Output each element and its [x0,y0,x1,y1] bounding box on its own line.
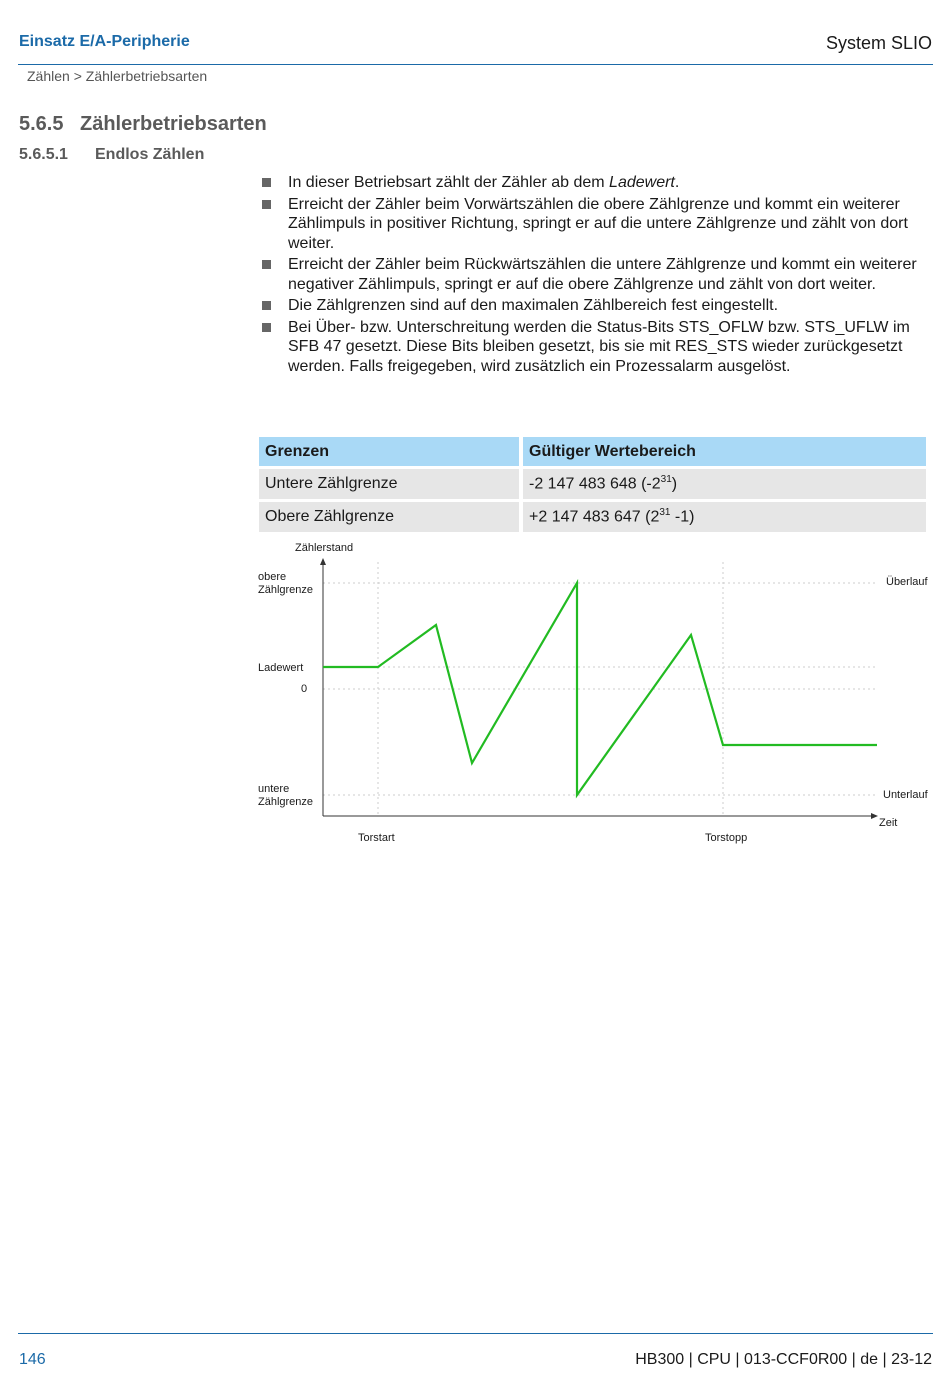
list-item-text: Die Zählgrenzen sind auf den maximalen Zählbereich fest eingestellt. [288,297,779,314]
table-cell-value [523,469,926,499]
value-exponent: 31 [659,507,671,519]
list-item [259,173,934,193]
lower-limit-label: Zählgrenze [258,796,314,808]
x-axis-arrow-icon [871,813,878,819]
value-text: -2 147 483 648 (-2 [529,475,661,493]
section-number: 5.6.5 [19,113,64,135]
list-item-text: Erreicht der Zähler beim Rückwärtszählen die untere Zählgrenze und kommt ein weiterer negativer Zählimpuls, springt er auf die obere Zählgrenze und zählt von dort weiter. [288,256,917,293]
table-cell-label: Obere Zählgrenze [259,502,519,532]
gate-stop-label: Torstopp [705,832,748,844]
list-item-text: Erreicht der Zähler beim Vorwärtszählen die obere Zählgrenze und kommt ein weiterer Zählimpuls in positiver Richtung, springt er auf die untere Zählgrenze und zählt von dort weiter. [288,195,908,252]
load-value-label: Ladewert [258,662,304,674]
list-item-emphasis: Ladewert [609,174,675,191]
footer-divider [18,1333,933,1334]
zero-label: 0 [301,683,308,695]
bullet-square-icon [262,260,271,269]
bullet-square-icon [262,178,271,187]
list-item [259,195,934,254]
table-cell-label: Untere Zählgrenze [259,469,519,499]
table-cell-value [523,502,926,532]
bullet-square-icon [262,200,271,209]
bullet-list [259,173,934,378]
lower-limit-label: untere [258,783,290,795]
document-id: HB300 | CPU | 013-CCF0R00 | de | 23-12 [635,1351,932,1368]
section-title: Zählerbetriebsarten [80,113,267,135]
subsection-title: Endlos Zählen [95,146,205,163]
list-item [259,296,934,316]
table-header-row [259,437,926,466]
list-item [259,318,934,377]
list-item-text: Bei Über- bzw. Unterschreitung werden die Status-Bits STS_OFLW bzw. STS_UFLW im SFB 47 gesetzt. Diese Bits bleiben gesetzt, bis sie mit RES_STS wieder zurückgesetzt werden. Falls freigegeben, wird zusätzlich ein Prozessalarm ausgelöst. [288,318,910,375]
table-header: Grenzen [259,437,519,466]
value-text: -1) [670,508,695,526]
subsection-heading [19,146,204,164]
table-row [259,502,926,532]
section-heading [19,113,267,136]
list-item-text: In dieser Betriebsart zählt der Zähler ab dem [288,174,610,191]
breadcrumb[interactable]: Zählen > Zählerbetriebsarten [27,68,208,84]
y-axis-label: Zählerstand [295,542,354,554]
upper-limit-label: obere [258,571,287,583]
counter-diagram [255,538,928,853]
value-text: ) [671,475,678,493]
y-axis-arrow-icon [320,558,326,565]
overflow-label: Überlauf [886,576,928,588]
table-header: Gültiger Wertebereich [523,437,926,466]
bullet-square-icon [262,301,271,310]
header-product: System SLIO [825,33,932,53]
limits-table [255,434,930,535]
bullet-square-icon [262,323,271,332]
subsection-number: 5.6.5.1 [19,146,68,163]
upper-limit-label: Zählgrenze [258,584,314,596]
value-exponent: 31 [660,474,672,486]
gate-start-label: Torstart [358,832,395,844]
list-item-text: . [674,174,680,191]
header-divider [18,64,933,65]
value-text: +2 147 483 647 (2 [529,508,660,526]
page-number: 146 [19,1351,46,1368]
header-chapter: Einsatz E/A-Peripherie [19,33,190,50]
list-item [259,255,934,294]
table-row [259,469,926,499]
x-axis-label: Zeit [879,817,898,829]
underflow-label: Unterlauf [883,789,928,801]
